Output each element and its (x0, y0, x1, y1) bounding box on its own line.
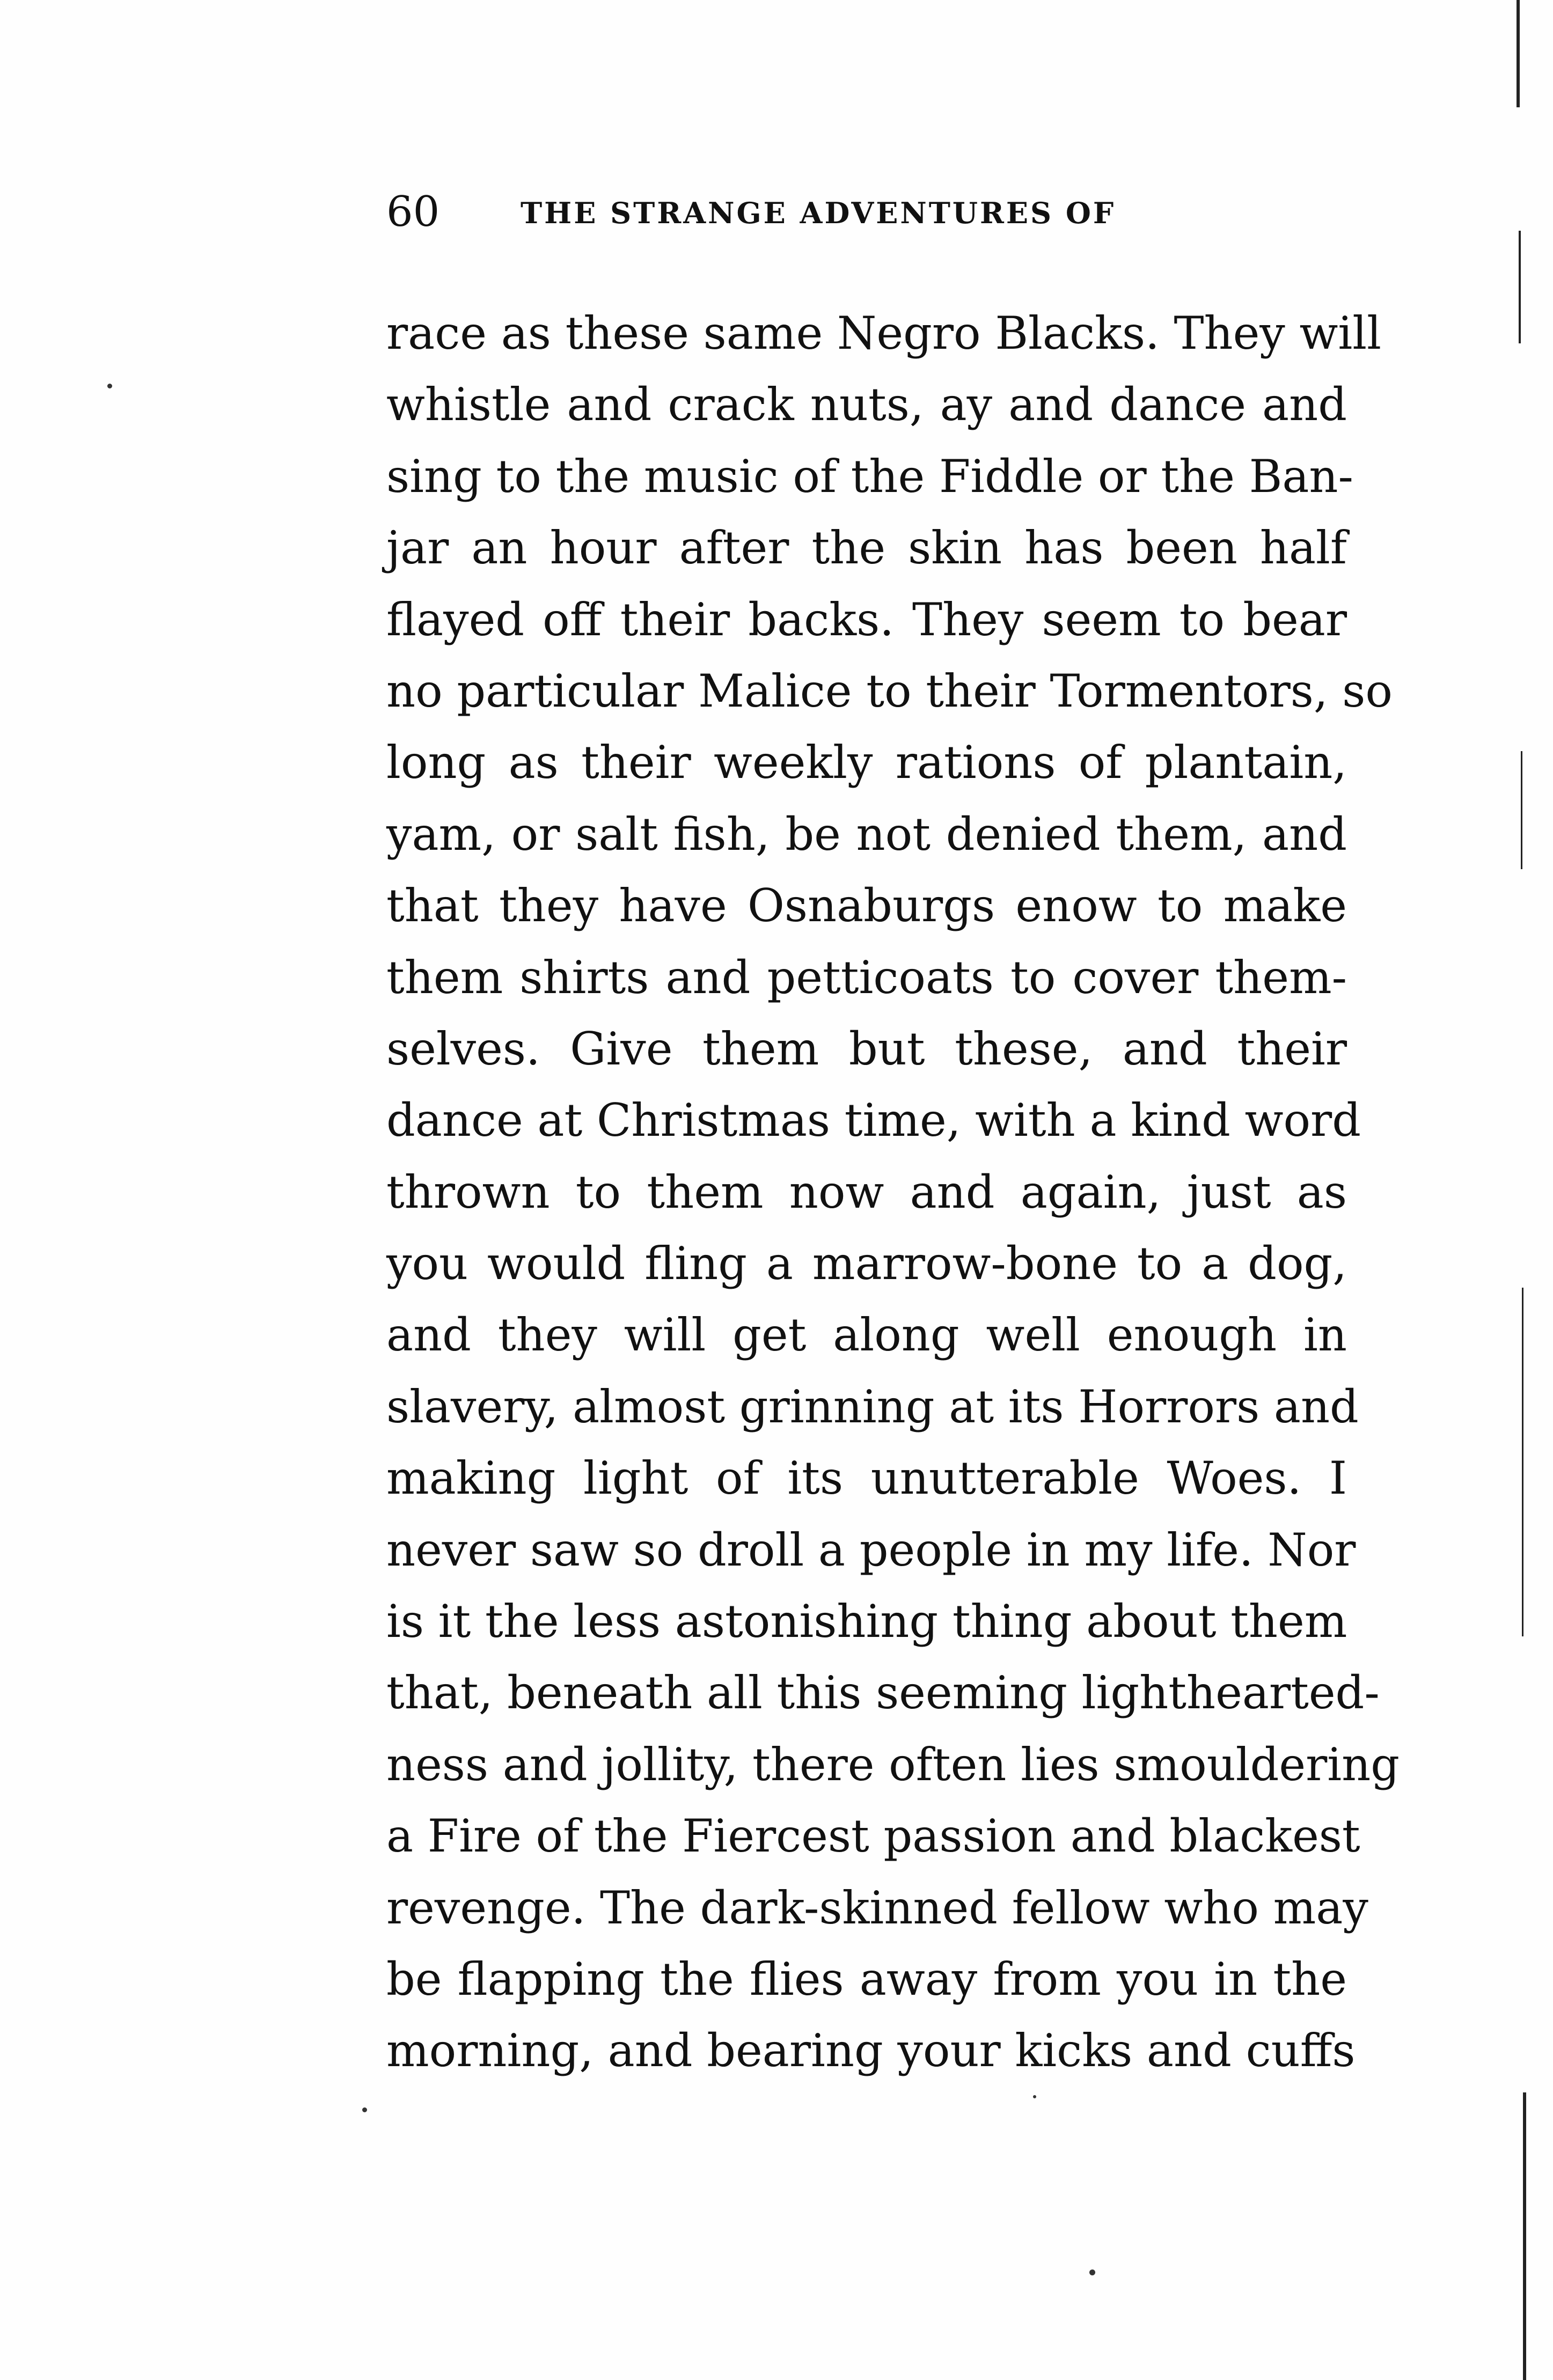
text-line: and they will get along well enough in (386, 1309, 1347, 1362)
scan-edge-mark (1521, 751, 1522, 869)
text-line: ness and jollity, there often lies smouldering (386, 1738, 1400, 1791)
text-line: revenge. The dark-skinned fellow who may (386, 1881, 1368, 1934)
scan-speck (107, 384, 112, 388)
scan-speck (362, 2107, 367, 2112)
scan-speck (1033, 2095, 1036, 2098)
text-line: that they have Osnaburgs enow to make (386, 879, 1347, 932)
text-line: sing to the music of the Fiddle or the Ban- (386, 450, 1353, 503)
text-line: whistle and crack nuts, ay and dance and (386, 378, 1347, 431)
page-number: 60 (386, 188, 440, 236)
scan-edge-mark (1523, 2092, 1526, 2380)
scan-edge-mark (1517, 0, 1520, 107)
scan-speck (1089, 2269, 1095, 2275)
text-line: race as these same Negro Blacks. They will (386, 307, 1381, 359)
text-line: thrown to them now and again, just as (386, 1165, 1347, 1218)
text-line: dance at Christmas time, with a kind word (386, 1094, 1361, 1147)
text-line: making light of its unutterable Woes. I (386, 1452, 1347, 1505)
text-line: is it the less astonishing thing about them (386, 1595, 1347, 1648)
text-line: no particular Malice to their Tormentors, so (386, 664, 1393, 717)
text-line: a Fire of the Fiercest passion and blackest (386, 1810, 1360, 1863)
text-line: them shirts and petticoats to cover them- (386, 951, 1347, 1004)
text-line: yam, or salt fish, be not denied them, and (386, 807, 1347, 861)
text-line: morning, and bearing your kicks and cuffs (386, 2024, 1356, 2077)
text-line: never saw so droll a people in my life. Nor (386, 1523, 1356, 1576)
text-line: slavery, almost grinning at its Horrors and (386, 1380, 1359, 1433)
text-line: jar an hour after the skin has been half (386, 521, 1347, 575)
text-line: flayed off their backs. They seem to bear (386, 593, 1347, 646)
body-text (386, 298, 1400, 2087)
scan-edge-mark (1522, 1288, 1523, 1636)
running-title: THE STRANGE ADVENTURES OF (521, 196, 1116, 230)
text-line: selves. Give them but these, and their (386, 1022, 1347, 1075)
running-head (386, 188, 1347, 236)
text-line: be flapping the flies away from you in the (386, 1952, 1347, 2006)
text-line: that, beneath all this seeming lighthearted- (386, 1666, 1380, 1720)
text-line: you would fling a marrow-bone to a dog, (386, 1237, 1347, 1290)
text-line: long as their weekly rations of plantain, (386, 736, 1347, 789)
scan-edge-mark (1519, 231, 1521, 343)
